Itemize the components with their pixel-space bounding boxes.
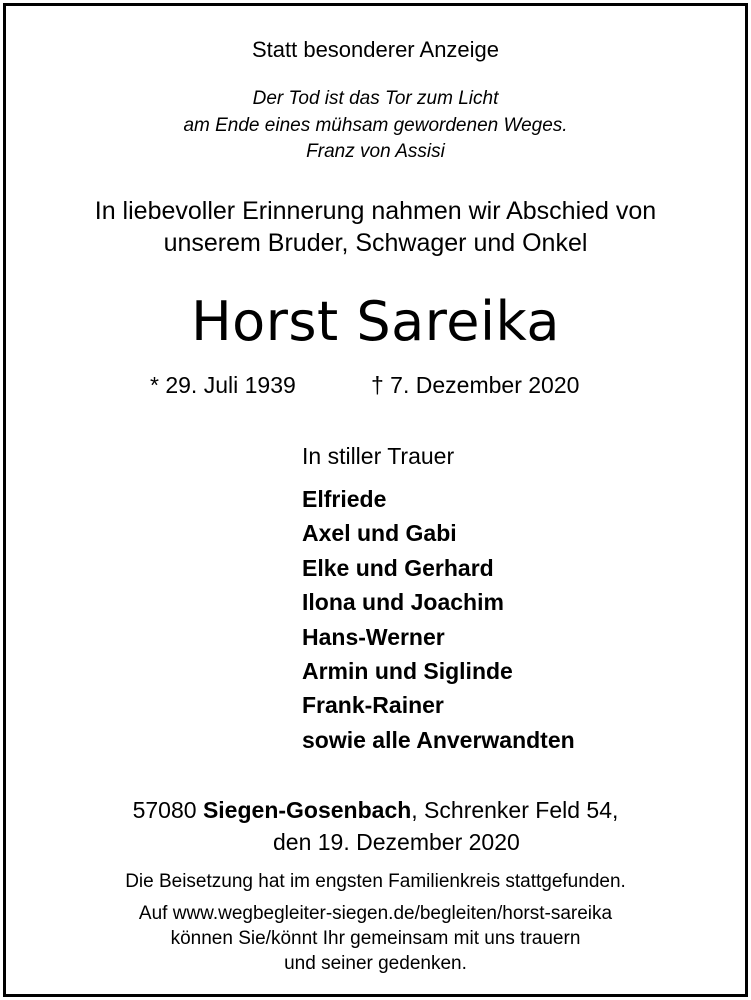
postal-code: 57080	[132, 797, 197, 823]
street: , Schrenker Feld 54,	[411, 797, 619, 823]
address-line	[6, 797, 745, 824]
condolence-line-3: und seiner gedenken.	[284, 953, 467, 974]
family-member: Elfriede	[302, 486, 387, 512]
mourning-label: In stiller Trauer	[302, 443, 455, 469]
condolence-line-2: können Sie/könnt Ihr gemeinsam mit uns trauern	[170, 928, 581, 949]
intro-line-1: In liebevoller Erinnerung nahmen wir Abschied von	[94, 197, 657, 225]
family-member: Frank-Rainer	[302, 692, 444, 719]
intro-line-2: unserem Bruder, Schwager und Onkel	[163, 229, 588, 257]
family-member: sowie alle Anverwandten	[302, 726, 575, 753]
city: Siegen-Gosenbach	[202, 797, 412, 823]
family-member: Axel und Gabi	[302, 520, 457, 547]
obituary-notice	[3, 3, 748, 997]
quote-line-2: am Ende eines mühsam gewordenen Weges.	[183, 115, 568, 136]
deceased-name: Horst Sareika	[191, 290, 560, 353]
family-list	[302, 484, 575, 759]
family-member: Elke und Gerhard	[302, 554, 494, 581]
quote-line-1: Der Tod ist das Tor zum Licht	[252, 88, 499, 109]
birth-date: * 29. Juli 1939	[150, 372, 296, 398]
family-member: Ilona und Joachim	[302, 589, 504, 616]
quote-author: Franz von Assisi	[306, 141, 445, 162]
notice-header: Statt besonderer Anzeige	[251, 37, 500, 62]
death-date: † 7. Dezember 2020	[371, 372, 580, 398]
place-date: den 19. Dezember 2020	[273, 829, 520, 855]
condolence-line-1: Auf www.wegbegleiter-siegen.de/begleiten/horst-sareika	[138, 903, 613, 924]
family-member: Armin und Siglinde	[302, 657, 513, 684]
funeral-note: Die Beisetzung hat im engsten Familienkreis stattgefunden.	[125, 871, 626, 892]
family-member: Hans-Werner	[302, 623, 445, 650]
